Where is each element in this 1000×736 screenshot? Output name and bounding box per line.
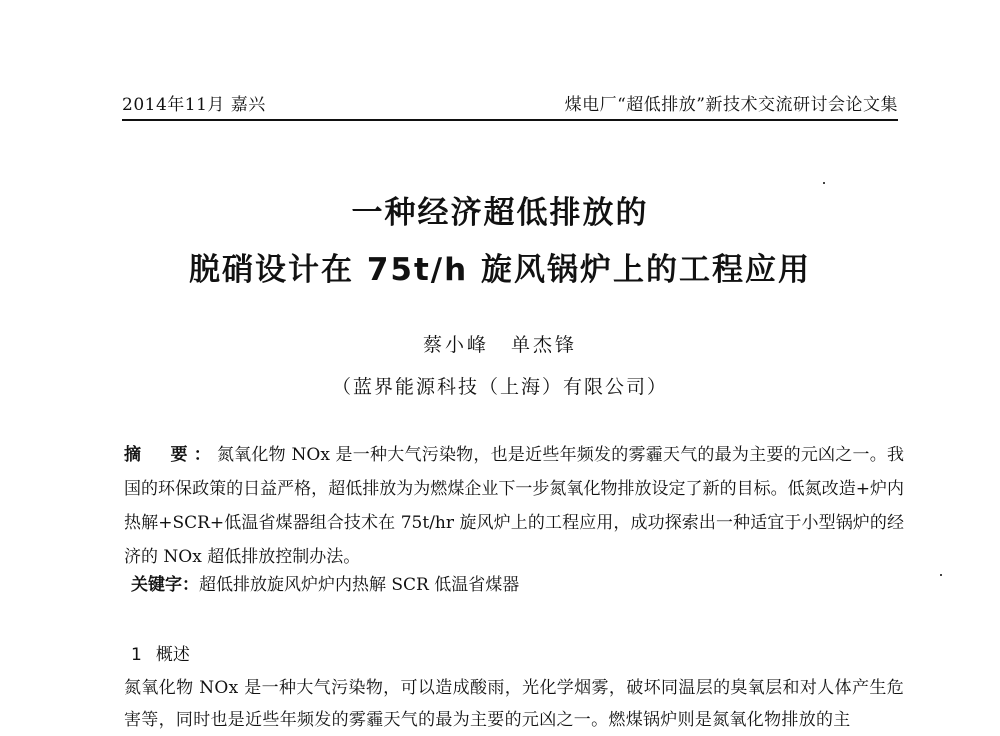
abstract-label: 摘 要：: [124, 445, 217, 465]
section-title: 概述: [155, 645, 190, 665]
header-divider: [122, 119, 898, 121]
paper-title-line-1: 一种经济超低排放的: [351, 195, 649, 231]
scan-speck: [940, 574, 942, 576]
keywords-text: 超低排放旋风炉炉内热解 SCR 低温省煤器: [199, 575, 520, 595]
abstract-text: 氮氧化物 NOx 是一种大气污染物，也是近些年频发的雾霾天气的最为主要的元凶之一。我国的环保政策的日益严格，超低排放为为燃煤企业下一步氮氧化物排放设定了新的目标。低氮改造+炉内热解+SCR+低温省煤器组合技术在 75t/hr 旋风炉上的工程应用，成功探索出一种适宜于小型锅炉的经济的 NOx 超低排放控制办法。: [124, 445, 904, 567]
author-list: 蔡小峰 单杰锋: [422, 334, 577, 356]
running-header: [122, 92, 898, 118]
section-body-text: 氮氧化物 NOx 是一种大气污染物，可以造成酸雨，光化学烟雾，破坏同温层的臭氧层和对人体产生危害等，同时也是近些年频发的雾霾天气的最为主要的元凶之一。燃煤锅炉则是氮氧化物排放的主: [124, 678, 904, 730]
section-number: 1: [131, 645, 142, 665]
scan-speck: [823, 182, 825, 184]
abstract: [124, 438, 904, 574]
paper-title-line-2: 脱硝设计在 75t/h 旋风锅炉上的工程应用: [189, 252, 811, 288]
section-heading: [131, 641, 190, 669]
keywords: [131, 571, 519, 599]
header-proceedings-title: 煤电厂“超低排放”新技术交流研讨会论文集: [564, 95, 898, 115]
header-date-location: 2014年11月 嘉兴: [122, 95, 266, 115]
author-affiliation: （蓝界能源科技（上海）有限公司）: [331, 376, 668, 398]
keywords-label: 关键字：: [131, 575, 199, 595]
